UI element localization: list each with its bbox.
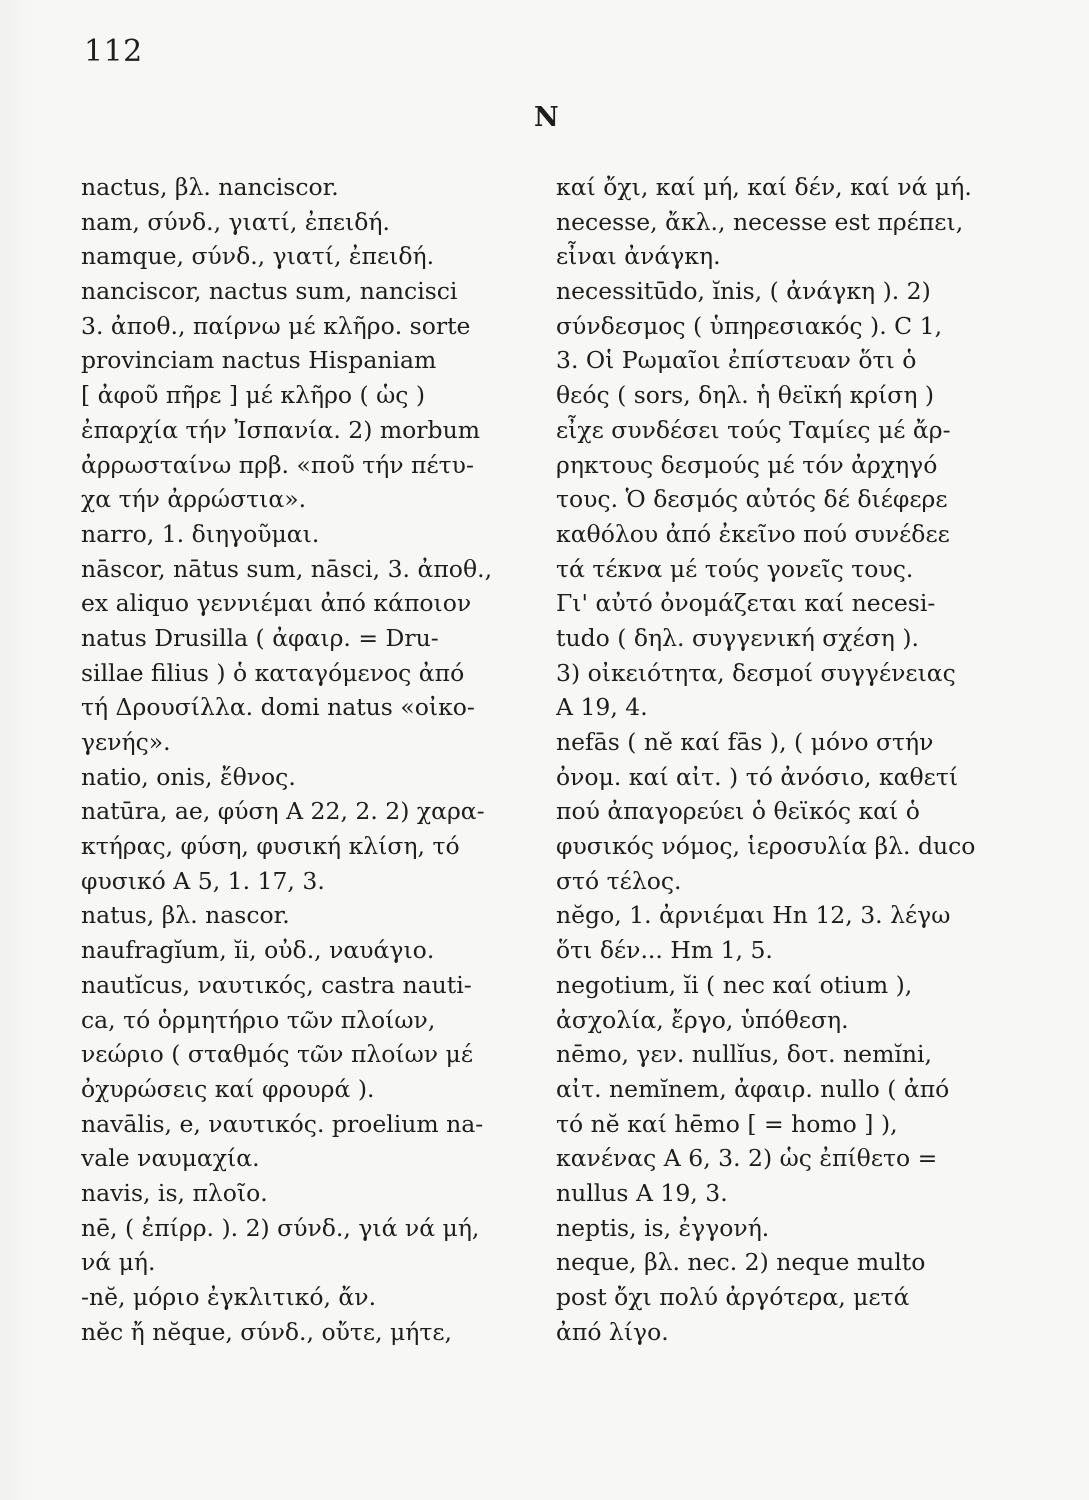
- dictionary-line: neptis, is, ἐγγονή.: [556, 1213, 770, 1242]
- right-dictionary-column: [556, 170, 996, 1349]
- dictionary-line: Α 19, 4.: [556, 693, 648, 722]
- dictionary-line: κτήρας, φύση, φυσική κλίση, τό: [81, 832, 460, 861]
- dictionary-line: σύνδεσμος ( ὑπηρεσιακός ). C 1,: [556, 311, 943, 340]
- dictionary-line: εἶχε συνδέσει τούς Ταμίες μέ ἄρ-: [556, 415, 951, 444]
- dictionary-line: Γι' αὐτό ὀνομάζεται καί necesi-: [556, 589, 936, 618]
- dictionary-line: nē, ( ἐπίρρ. ). 2) σύνδ., γιά νά μή,: [81, 1213, 480, 1242]
- dictionary-line: καί ὄχι, καί μή, καί δέν, καί νά μή.: [556, 173, 972, 201]
- dictionary-line: natūra, ae, φύση Α 22, 2. 2) χαρα-: [81, 797, 485, 826]
- dictionary-line: 3) οἰκειότητα, δεσμοί συγγένειας: [556, 658, 956, 687]
- dictionary-line: provinciam nactus Hispaniam: [81, 346, 437, 375]
- dictionary-line: sillae filius ) ὁ καταγόμενος ἀπό: [81, 658, 465, 687]
- dictionary-line: nefās ( nĕ καί fās ), ( μόνο στήν: [556, 728, 934, 756]
- section-letter: N: [534, 102, 559, 133]
- dictionary-line: ὅτι δέν... Hm 1, 5.: [556, 936, 773, 965]
- dictionary-line: nĕc ἤ nĕque, σύνδ., οὔτε, μήτε,: [81, 1317, 453, 1346]
- dictionary-line: nāscor, nātus sum, nāsci, 3. ἀποθ.,: [81, 554, 493, 583]
- dictionary-line: ἐπαρχία τήν Ἰσπανία. 2) morbum: [81, 415, 480, 444]
- dictionary-line: navālis, e, ναυτικός. proelium na-: [81, 1109, 484, 1138]
- dictionary-line: post ὄχι πολύ ἀργότερα, μετά: [556, 1283, 910, 1311]
- dictionary-line: γενής».: [81, 728, 171, 756]
- dictionary-line: αἰτ. nemĭnem, ἀφαιρ. nullo ( ἀπό: [556, 1074, 950, 1103]
- dictionary-line: τό nĕ καί hēmo [ = homo ] ),: [556, 1109, 898, 1138]
- dictionary-line: νά μή.: [81, 1248, 156, 1277]
- dictionary-line: -nĕ, μόριο ἐγκλιτικό, ἄν.: [81, 1283, 377, 1311]
- dictionary-line: nautĭcus, ναυτικός, castra nauti-: [81, 970, 472, 999]
- dictionary-line: στό τέλος.: [556, 866, 682, 895]
- dictionary-line: nactus, βλ. nanciscor.: [81, 173, 339, 201]
- dictionary-line: εἶναι ἀνάγκη.: [556, 242, 721, 271]
- dictionary-line: natus, βλ. nascor.: [81, 901, 290, 930]
- dictionary-line: narro, 1. διηγοῦμαι.: [81, 519, 320, 548]
- dictionary-line: ρηκτους δεσμούς μέ τόν ἀρχηγό: [556, 450, 938, 479]
- dictionary-line: vale ναυμαχία.: [81, 1144, 260, 1173]
- dictionary-line: φυσικός νόμος, ἱεροσυλία βλ. duco: [556, 832, 976, 861]
- dictionary-line: θεός ( sors, δηλ. ἡ θεϊκή κρίση ): [556, 381, 935, 410]
- dictionary-line: ἀρρωσταίνω πρβ. «ποῦ τήν πέτυ-: [81, 450, 474, 479]
- dictionary-line: πού ἀπαγορεύει ὁ θεϊκός καί ὁ: [556, 797, 920, 826]
- dictionary-line: χα τήν ἀρρώστια».: [81, 485, 307, 514]
- dictionary-line: ca, τό ὁρμητήριο τῶν πλοίων,: [81, 1005, 436, 1034]
- dictionary-line: ὀχυρώσεις καί φρουρά ).: [81, 1074, 375, 1103]
- dictionary-line: νεώριο ( σταθμός τῶν πλοίων μέ: [81, 1040, 474, 1069]
- dictionary-line: naufragĭum, ĭi, οὐδ., ναυάγιο.: [81, 936, 435, 965]
- dictionary-line: navis, is, πλοῖο.: [81, 1178, 268, 1207]
- dictionary-line: ex aliquo γεννιέμαι ἀπό κάποιον: [81, 589, 472, 618]
- left-dictionary-column: [81, 170, 521, 1349]
- dictionary-line: ἀπό λίγο.: [556, 1317, 669, 1346]
- dictionary-line: nēmo, γεν. nullĭus, δοτ. nemĭni,: [556, 1040, 933, 1069]
- dictionary-line: natus Drusilla ( ἀφαιρ. = Dru-: [81, 623, 439, 652]
- dictionary-line: 3. Οἱ Ρωμαῖοι ἐπίστευαν ὅτι ὁ: [556, 346, 917, 375]
- dictionary-line: τή Δρουσίλλα. domi natus «οἰκο-: [81, 693, 475, 722]
- dictionary-line: necesse, ἄκλ., necesse est πρέπει,: [556, 207, 964, 236]
- dictionary-line: nĕgo, 1. ἀρνιέμαι Ηn 12, 3. λέγω: [556, 901, 951, 930]
- dictionary-line: negotium, ĭi ( nec καί otium ),: [556, 970, 913, 999]
- dictionary-line: καθόλου ἀπό ἐκεῖνο πού συνέδεε: [556, 519, 950, 548]
- dictionary-line: neque, βλ. nec. 2) neque multo: [556, 1248, 926, 1277]
- dictionary-line: τά τέκνα μέ τούς γονεῖς τους.: [556, 554, 914, 583]
- dictionary-line: namque, σύνδ., γιατί, ἐπειδή.: [81, 242, 435, 271]
- dictionary-line: τους. Ὁ δεσμός αὐτός δέ διέφερε: [556, 485, 948, 514]
- dictionary-line: nanciscor, nactus sum, nancisci: [81, 277, 458, 306]
- page-shadow: [0, 0, 35, 1500]
- dictionary-line: necessitūdo, ĭnis, ( ἀνάγκη ). 2): [556, 277, 931, 306]
- page-number: 112: [84, 34, 143, 69]
- dictionary-line: κανένας Α 6, 3. 2) ὡς ἐπίθετο =: [556, 1144, 938, 1173]
- dictionary-line: [ ἀφοῦ πῆρε ] μέ κλῆρο ( ὡς ): [81, 381, 426, 410]
- dictionary-line: 3. ἀποθ., παίρνω μέ κλῆρο. sorte: [81, 311, 471, 340]
- dictionary-line: natio, onis, ἔθνος.: [81, 762, 296, 791]
- dictionary-line: ὀνομ. καί αἰτ. ) τό ἀνόσιο, καθετί: [556, 762, 959, 791]
- dictionary-line: ἀσχολία, ἔργο, ὑπόθεση.: [556, 1005, 849, 1034]
- dictionary-line: tudo ( δηλ. συγγενική σχέση ).: [556, 623, 919, 652]
- dictionary-line: nullus Α 19, 3.: [556, 1178, 728, 1207]
- dictionary-line: nam, σύνδ., γιατί, ἐπειδή.: [81, 207, 390, 236]
- dictionary-line: φυσικό Α 5, 1. 17, 3.: [81, 866, 325, 895]
